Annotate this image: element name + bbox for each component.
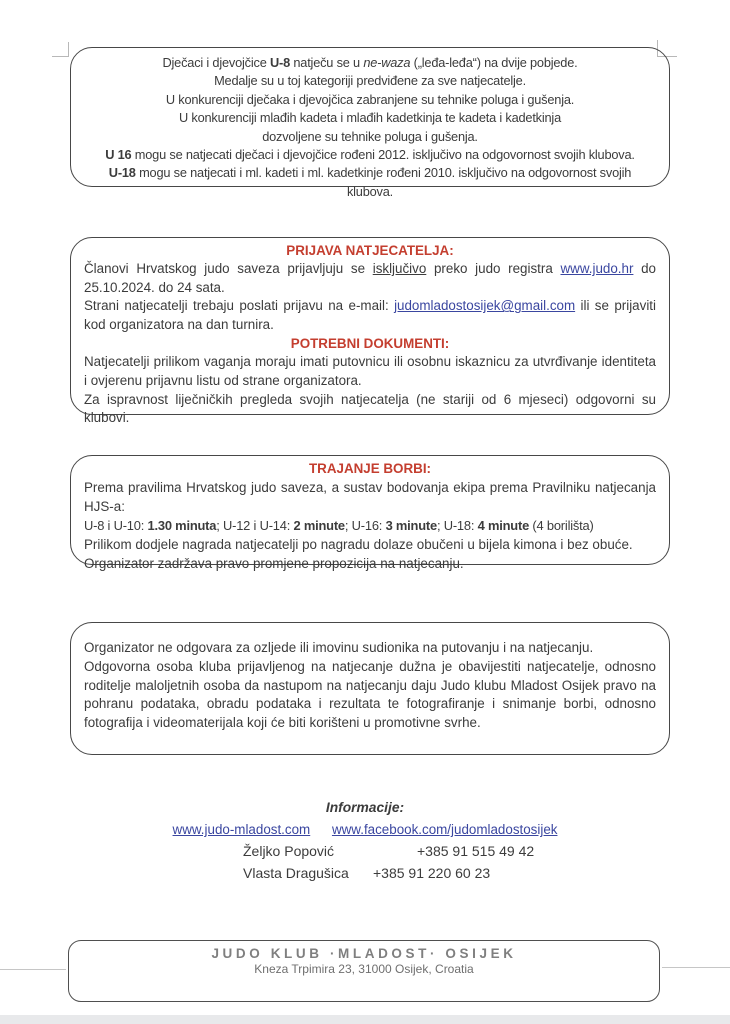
text-segment: mogu se natjecati dječaci i djevojčice rođeni 2012. isključivo na odgovornost svojih klubova.	[131, 147, 635, 163]
text-segment: U 16	[105, 147, 132, 163]
text-segment: U-8 i U-10:	[84, 518, 148, 533]
rules-line	[79, 91, 661, 109]
text-segment: dozvoljene su tehnike poluga i gušenja.	[262, 128, 478, 144]
rules-line	[79, 128, 661, 146]
contact-row	[0, 840, 730, 862]
text-segment: Za ispravnost liječničkih pregleda svojih natjecatelja (ne stariji od 6 mjeseci) odgovorni su klubovi.	[84, 391, 656, 426]
text-segment: Članovi Hrvatskog judo saveza prijavljuju se	[84, 261, 373, 276]
duration-paragraph	[84, 478, 656, 516]
club-footer-box	[68, 940, 660, 1002]
documents-heading: POTREBNI DOKUMENTI:	[290, 336, 450, 352]
rules-line	[79, 164, 661, 182]
text-segment: 4 minute	[477, 518, 530, 533]
text-segment: U konkurenciji mlađih kadeta i mlađih kadetkinja te kadeta i kadetkinja	[178, 110, 561, 126]
link[interactable]: judomladostosijek@gmail.com	[394, 298, 576, 314]
info-block	[0, 797, 730, 884]
contact-row	[0, 862, 730, 884]
text-segment: ; U-18:	[436, 518, 478, 533]
website-link[interactable]: www.judo-mladost.com	[172, 822, 311, 837]
text-segment: Medalje su u toj kategoriji predviđene za sve natjecatelje.	[214, 73, 526, 89]
registration-paragraph	[84, 297, 656, 334]
registration-heading: PRIJAVA NATJECATELJA:	[286, 243, 454, 258]
text-segment: 3 minute	[385, 518, 437, 533]
registration-box	[70, 237, 670, 426]
duration-box	[70, 455, 670, 571]
info-links-row	[0, 819, 730, 840]
text-segment: preko judo registra	[426, 261, 561, 276]
text-segment: (4 borilišta)	[529, 518, 594, 533]
documents-paragraph	[84, 391, 656, 428]
facebook-link[interactable]: www.facebook.com/judomladostosijek	[331, 822, 558, 837]
crop-mark-top-left-vertical	[68, 42, 69, 57]
text-segment: ne-waza	[363, 55, 411, 70]
text-segment: Natjecatelji prilikom vaganja moraju imati putovnicu ili osobnu iskaznicu za utvrđivanje identiteta i ovjerenu prijavnu listu od strane organizatora.	[84, 354, 656, 388]
rules-box	[70, 47, 670, 199]
duration-paragraph	[84, 535, 656, 554]
club-address: Kneza Trpimira 23, 31000 Osijek, Croatia	[254, 962, 474, 976]
text-segment: („leđa-leđa“) na dvije pobjede.	[410, 55, 578, 70]
text-segment: ; U-16:	[344, 518, 386, 533]
text-segment: U konkurenciji dječaka i djevojčica zabranjene su tehnike poluga i gušenja.	[165, 91, 575, 107]
link[interactable]: www.judo.hr	[560, 261, 634, 276]
registration-paragraph	[84, 260, 656, 297]
rules-line	[79, 146, 661, 164]
club-name: JUDO KLUB ·MLADOST· OSIJEK	[211, 946, 517, 961]
text-segment: Organizator zadržava pravo promjene propozicija na natjecanju.	[84, 556, 464, 571]
contact-name: Željko Popović	[243, 843, 335, 859]
text-segment: natječu se u	[290, 55, 364, 70]
text-segment: Prilikom dodjele nagrada natjecatelji po nagradu dolaze obučeni u bijela kimona i bez obuće.	[84, 537, 633, 552]
liability-paragraph: Organizator ne odgovara za ozljede ili imovinu sudionika na putovanju i na natjecanju.	[84, 640, 594, 655]
text-segment: Dječaci i djevojčice	[162, 55, 270, 70]
info-heading: Informacije:	[325, 800, 405, 815]
text-segment: isključivo	[372, 261, 427, 276]
text-segment: mogu se natjecati i ml. kadeti i ml. kadetkinje rođeni 2010. isključivo na odgovornost svojih	[135, 165, 632, 181]
rules-line	[79, 109, 661, 127]
text-segment: U-8	[269, 55, 290, 70]
text-segment: 2 minute	[293, 518, 345, 533]
contact-phone: +385 91 515 49 42	[417, 843, 535, 859]
contact-phone: +385 91 220 60 23	[373, 865, 491, 881]
text-segment: ili se prijaviti kod organizatora na dan turnira.	[84, 298, 656, 332]
text-segment: U-18	[108, 165, 136, 181]
text-segment: do 25.10.2024. do 24 sata.	[84, 261, 656, 295]
text-segment: Prema pravilima Hrvatskog judo saveza, a sustav bodovanja ekipa prema Pravilniku natjecanja HJS-a:	[84, 480, 656, 514]
crop-mark-top-left-horizontal	[52, 56, 69, 57]
liability-box	[70, 622, 670, 755]
footer-left-line	[0, 969, 66, 970]
documents-paragraph	[84, 353, 656, 390]
duration-times-line	[84, 516, 656, 535]
propositions-note	[84, 554, 656, 573]
scan-bottom-edge	[0, 1015, 730, 1024]
rules-line	[79, 72, 661, 90]
footer-right-line	[662, 967, 730, 968]
contact-name: Vlasta Dragušica	[243, 865, 349, 881]
consent-paragraph: Odgovorna osoba kluba prijavljenog na natjecanje dužna je obavijestiti natjecatelje, odnosno roditelje maloljetnih osoba da nastupom na natjecanju daju Judo klubu Mladost Osijek pravo na pohranu podataka, obradu podataka i rezultata te fotografiranje i snimanje borbi, odnosno fotografija i videomaterijala koji će biti korišteni u promotivne svrhe.	[84, 658, 656, 731]
text-segment: Strani natjecatelji trebaju poslati prijavu na e-mail:	[84, 298, 395, 314]
text-segment: klubova.	[346, 183, 394, 199]
text-segment: 1.30 minuta	[147, 518, 217, 533]
rules-line	[79, 54, 661, 72]
text-segment: ; U-12 i U-14:	[216, 518, 294, 533]
rules-line	[79, 183, 661, 201]
duration-heading: TRAJANJE BORBI:	[308, 461, 431, 476]
